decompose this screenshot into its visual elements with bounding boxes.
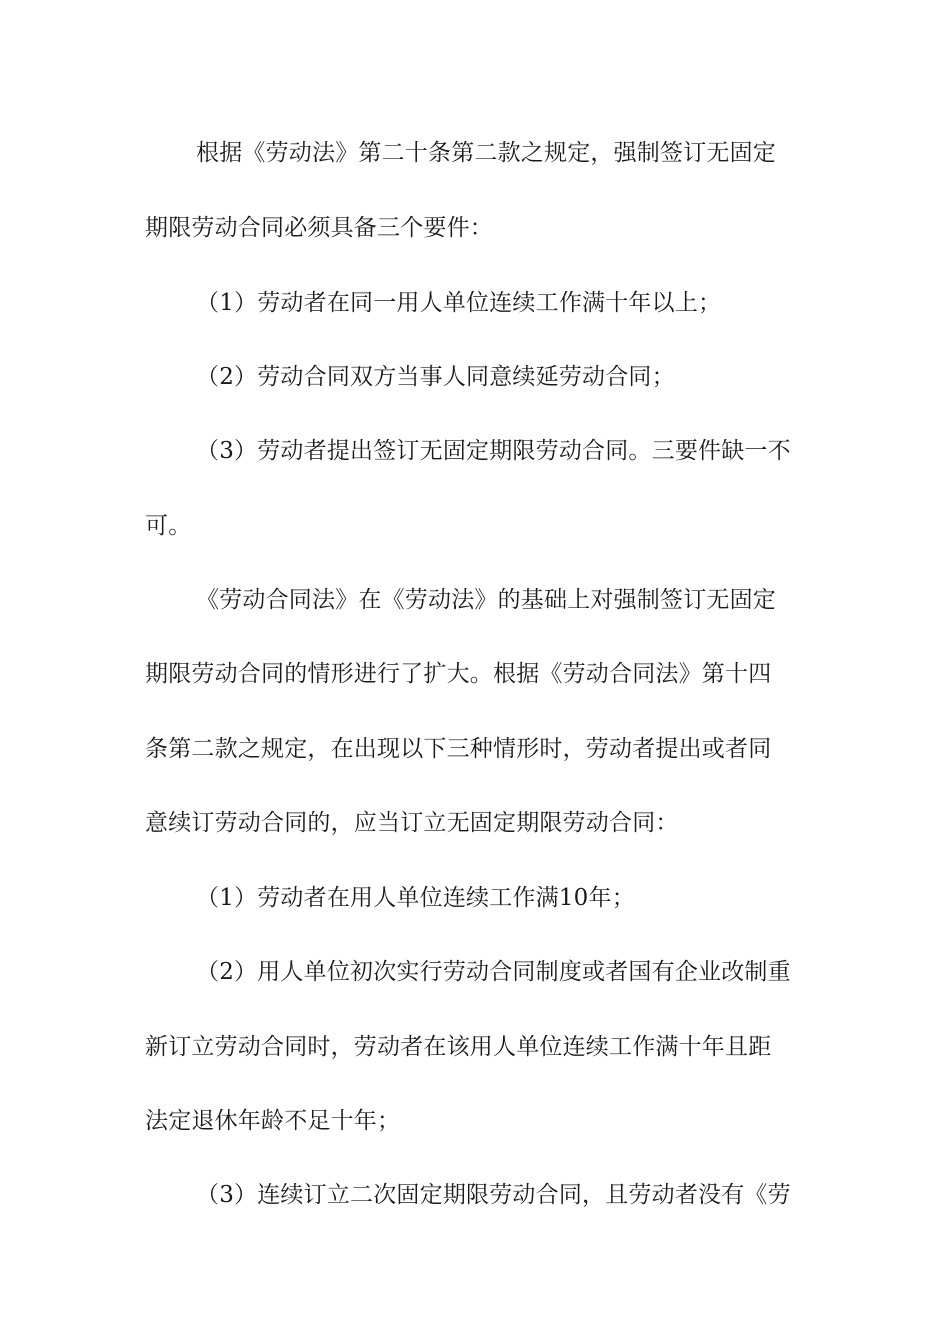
- list-item-3-line-1: （3）劳动者提出签订无固定期限劳动合同。三要件缺一不: [196, 438, 791, 464]
- paragraph-2-line-4: 意续订劳动合同的，应当订立无固定期限劳动合同：: [145, 810, 679, 836]
- list-item-6-line-1: （3）连续订立二次固定期限劳动合同，且劳动者没有《劳: [196, 1182, 791, 1208]
- paragraph-2-line-2: 期限劳动合同的情形进行了扩大。根据《劳动合同法》第十四: [145, 661, 772, 687]
- paragraph-1-line-1: 根据《劳动法》第二十条第二款之规定，强制签订无固定: [196, 140, 776, 166]
- paragraph-2-line-3: 条第二款之规定，在出现以下三种情形时，劳动者提出或者同: [145, 736, 772, 762]
- list-item-5-line-3: 法定退休年龄不足十年；: [145, 1108, 401, 1134]
- list-item-5-line-1: （2）用人单位初次实行劳动合同制度或者国有企业改制重: [196, 959, 791, 985]
- list-item-4: （1）劳动者在用人单位连续工作满10年；: [196, 885, 635, 911]
- list-item-5-line-2: 新订立劳动合同时，劳动者在该用人单位连续工作满十年且距: [145, 1034, 772, 1060]
- paragraph-1-line-2: 期限劳动合同必须具备三个要件：: [145, 215, 493, 241]
- list-item-1: （1）劳动者在同一用人单位连续工作满十年以上；: [196, 290, 722, 316]
- list-item-2: （2）劳动合同双方当事人同意续延劳动合同；: [196, 364, 675, 390]
- paragraph-2-line-1: 《劳动合同法》在《劳动法》的基础上对强制签订无固定: [196, 587, 776, 613]
- list-item-3-line-2: 可。: [145, 513, 192, 539]
